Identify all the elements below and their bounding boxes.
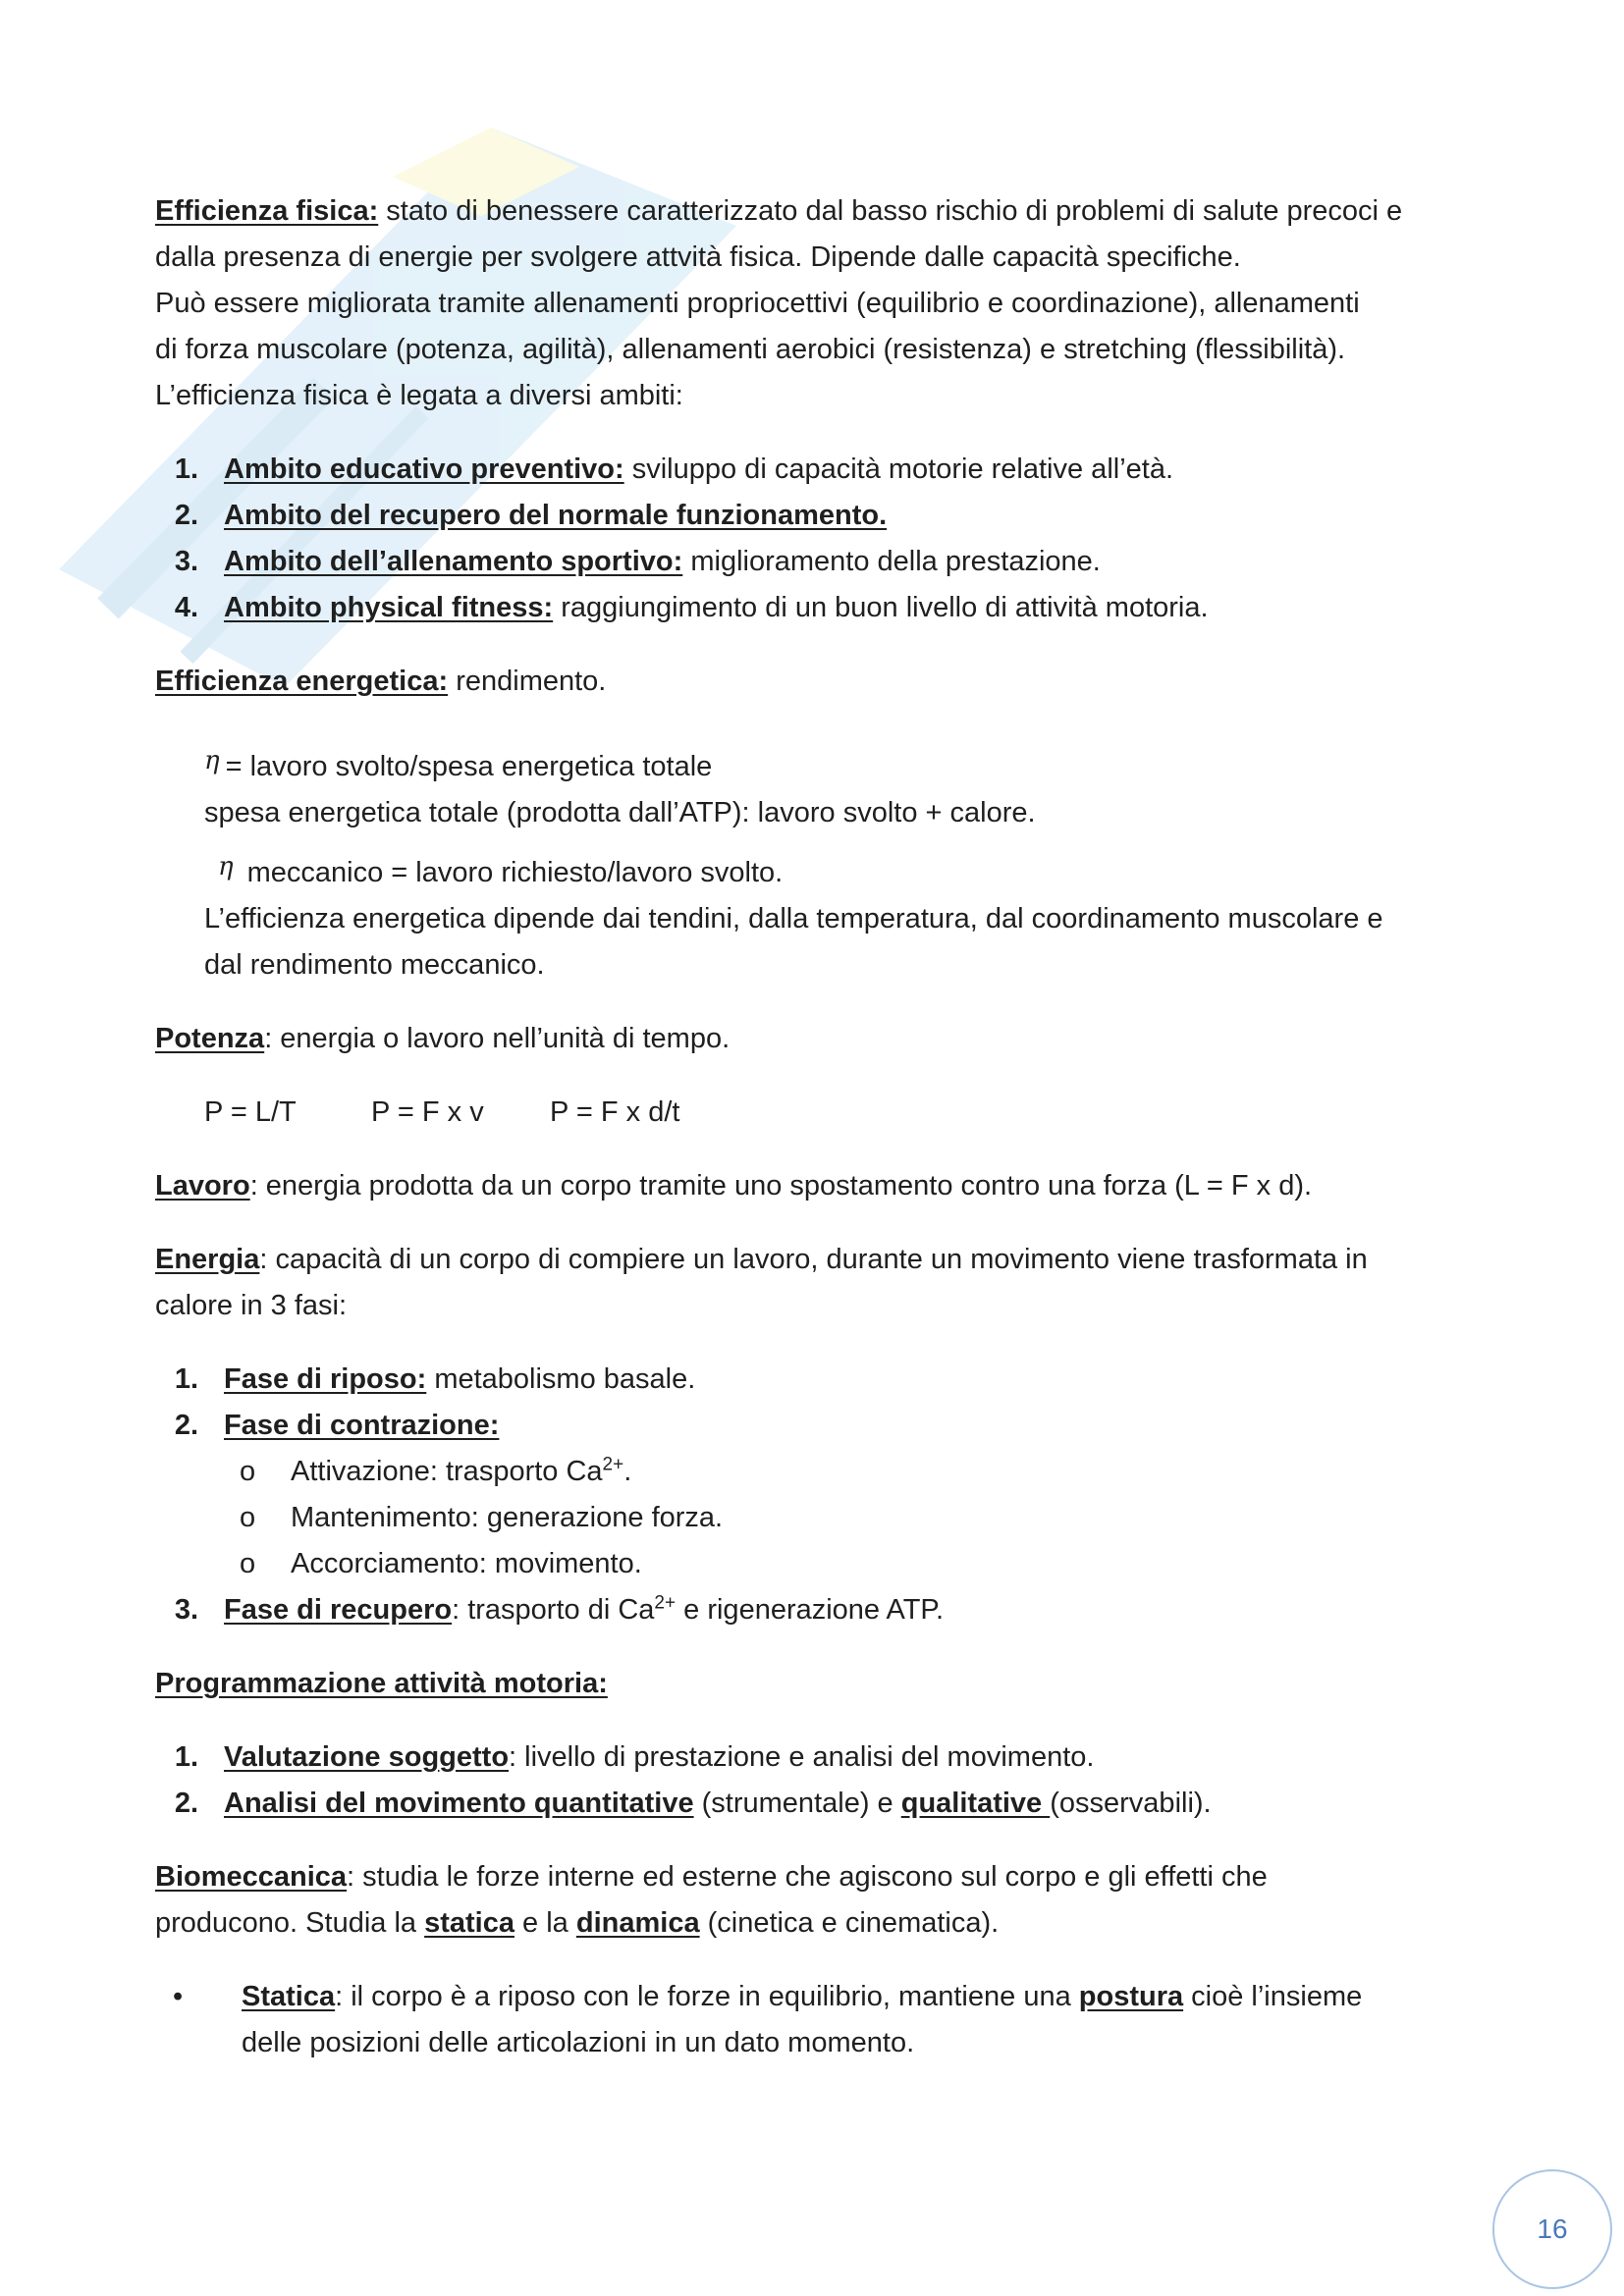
programmazione-heading: Programmazione attività motoria: [155, 1668, 608, 1699]
list-item: 2. Analisi del movimento quantitative (strumentale) e qualitative (osservabili). [174, 1788, 1212, 1819]
programmazione-list [155, 1735, 1490, 1827]
list-item: 1. Fase di riposo: metabolismo basale. [174, 1363, 696, 1395]
eta-line-3: η meccanico = lavoro richiesto/lavoro svolto. [204, 850, 1490, 896]
bullet-icon: • [173, 1981, 184, 2012]
eta-symbol: η [204, 746, 220, 775]
energia-line-2: calore in 3 fasi: [155, 1290, 348, 1321]
sub-list-item: o Accorciamento: movimento. [240, 1548, 642, 1579]
list-item: 1. Valutazione soggetto: livello di prestazione e analisi del movimento. [174, 1741, 1095, 1773]
fasi-list [155, 1357, 1490, 1633]
sub-list-item: o Mantenimento: generazione forza. [240, 1502, 724, 1533]
eta-line-4: L’efficienza energetica dipende dai tendini, dalla temperatura, dal coordinamento muscolare e [204, 903, 1383, 934]
eta-line-1: η = lavoro svolto/spesa energetica totale [204, 744, 1490, 790]
energia-line-1: Energia: capacità di un corpo di compiere un lavoro, durante un movimento viene trasformata in [155, 1244, 1368, 1275]
list-item: 1. Ambito educativo preventivo: sviluppo di capacità motorie relative all’età. [174, 454, 1174, 485]
efficienza-energetica-heading: Efficienza energetica: rendimento. [155, 666, 607, 697]
list-item: 2. Fase di contrazione: [174, 1410, 500, 1441]
eta-line-5: dal rendimento meccanico. [204, 949, 545, 981]
bullet-item: • Statica: il corpo è a riposo con le forze in equilibrio, mantiene una postura cioè l’insieme delle posizioni delle articolazioni in un dato momento. [155, 1974, 1490, 2066]
biomeccanica-line-2: producono. Studia la statica e la dinamica (cinetica e cinematica). [155, 1907, 1000, 1939]
efficienza-fisica-line-1: Efficienza fisica: stato di benessere caratterizzato dal basso rischio di problemi di salute precoci e [155, 195, 1403, 227]
formula: P = F x v [371, 1096, 484, 1128]
biomeccanica-line-1: Biomeccanica: studia le forze interne ed esterne che agiscono sul corpo e gli effetti che [155, 1861, 1268, 1893]
page-number: 16 [1492, 2169, 1612, 2289]
formula: P = F x d/t [550, 1096, 680, 1128]
efficienza-fisica-line-3: Può essere migliorata tramite allenamenti propriocettivi (equilibrio e coordinazione), allenamenti [155, 288, 1360, 319]
document-body [155, 188, 1490, 2066]
list-item: 3. Fase di recupero: trasporto di $Ca^{2+}$ e rigenerazione ATP. [174, 1592, 945, 1626]
list-item: 4. Ambito physical fitness: raggiungimento di un buon livello di attività motoria. [174, 592, 1209, 623]
formula: P = L/T [204, 1096, 297, 1128]
eta-symbol: η [218, 852, 234, 881]
efficienza-fisica-line-5: L’efficienza fisica è legata a diversi ambiti: [155, 380, 683, 411]
ambiti-list [155, 447, 1490, 631]
efficienza-fisica-term: Efficienza fisica: [155, 195, 379, 227]
potenza-formulas [204, 1090, 1490, 1136]
efficienza-fisica-line-4: di forza muscolare (potenza, agilità), allenamenti aerobici (resistenza) e stretching (flessibilità). [155, 334, 1346, 365]
efficienza-fisica-line-2: dalla presenza di energie per svolgere attvità fisica. Dipende dalle capacità specifiche. [155, 241, 1241, 273]
list-item: 2. Ambito del recupero del normale funzionamento. [174, 500, 888, 531]
sub-list-item: o Attivazione: trasporto $Ca^{2+}$. [240, 1454, 632, 1487]
lavoro-line: Lavoro: energia prodotta da un corpo tramite uno spostamento contro una forza (L = F x d). [155, 1170, 1313, 1201]
list-item: 3. Ambito dell’allenamento sportivo: miglioramento della prestazione. [174, 546, 1101, 577]
potenza-line: Potenza: energia o lavoro nell’unità di tempo. [155, 1023, 731, 1054]
eta-line-2: spesa energetica totale (prodotta dall’ATP): lavoro svolto + calore. [204, 797, 1036, 828]
efficienza-energetica-block [204, 744, 1490, 988]
